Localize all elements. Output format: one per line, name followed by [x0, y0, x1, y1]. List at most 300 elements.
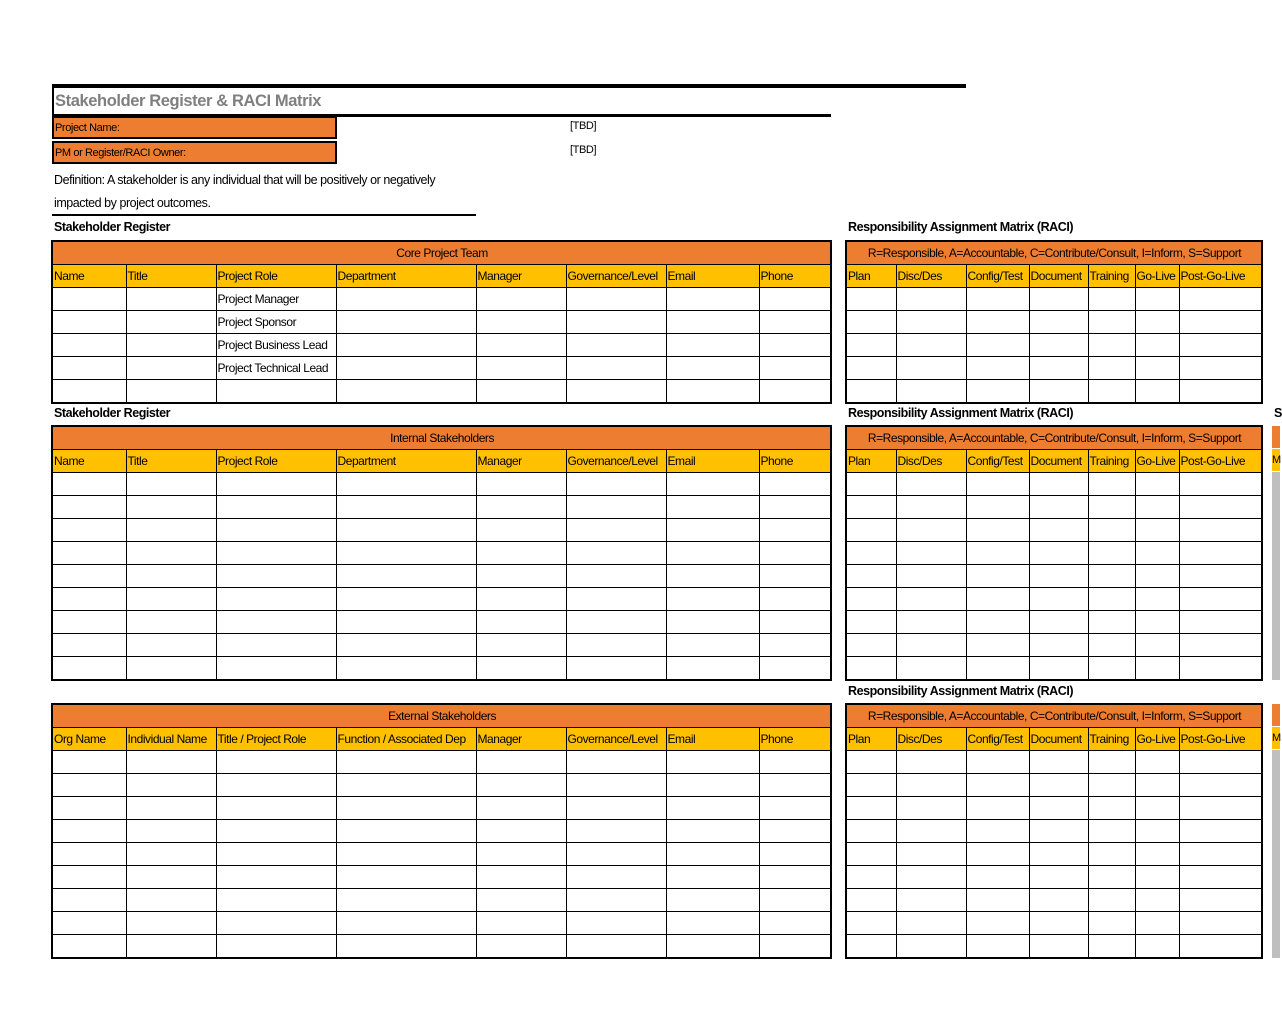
raci-cell[interactable] — [1179, 588, 1262, 611]
external-cell[interactable] — [476, 820, 566, 843]
raci-cell[interactable] — [1135, 542, 1179, 565]
external-cell[interactable] — [759, 866, 831, 889]
external-cell[interactable] — [52, 797, 126, 820]
core-cell[interactable] — [216, 380, 336, 404]
raci-cell[interactable] — [1135, 357, 1179, 380]
raci-cell[interactable] — [1135, 473, 1179, 496]
external-cell[interactable] — [566, 889, 666, 912]
external-cell[interactable] — [759, 751, 831, 774]
external-cell[interactable] — [476, 797, 566, 820]
core-cell[interactable] — [336, 311, 476, 334]
raci-cell[interactable] — [1179, 565, 1262, 588]
internal-cell[interactable] — [566, 588, 666, 611]
external-cell[interactable] — [216, 774, 336, 797]
raci-cell[interactable] — [846, 288, 896, 311]
raci-cell[interactable] — [966, 565, 1029, 588]
raci-cell[interactable] — [966, 797, 1029, 820]
core-cell[interactable] — [126, 311, 216, 334]
internal-cell[interactable] — [336, 519, 476, 542]
raci-cell[interactable] — [1179, 380, 1262, 404]
internal-cell[interactable] — [52, 519, 126, 542]
core-cell[interactable] — [759, 311, 831, 334]
raci-cell[interactable] — [966, 912, 1029, 935]
raci-cell[interactable] — [1029, 774, 1088, 797]
raci-cell[interactable] — [1029, 588, 1088, 611]
core-cell[interactable] — [52, 357, 126, 380]
internal-cell[interactable] — [52, 634, 126, 657]
external-cell[interactable] — [476, 843, 566, 866]
raci-cell[interactable] — [846, 820, 896, 843]
raci-cell[interactable] — [846, 611, 896, 634]
raci-cell[interactable] — [1029, 357, 1088, 380]
internal-cell[interactable] — [666, 611, 759, 634]
core-cell[interactable] — [126, 334, 216, 357]
internal-cell[interactable] — [216, 542, 336, 565]
internal-cell[interactable] — [566, 657, 666, 681]
raci-cell[interactable] — [1088, 473, 1135, 496]
raci-cell[interactable] — [1179, 657, 1262, 681]
raci-cell[interactable] — [1135, 657, 1179, 681]
external-cell[interactable] — [759, 843, 831, 866]
internal-cell[interactable] — [216, 565, 336, 588]
raci-cell[interactable] — [966, 311, 1029, 334]
raci-cell[interactable] — [966, 288, 1029, 311]
external-cell[interactable] — [126, 866, 216, 889]
core-cell[interactable] — [566, 311, 666, 334]
core-cell[interactable] — [666, 311, 759, 334]
external-cell[interactable] — [216, 797, 336, 820]
internal-cell[interactable] — [126, 542, 216, 565]
raci-cell[interactable] — [846, 542, 896, 565]
raci-cell[interactable] — [1029, 866, 1088, 889]
external-cell[interactable] — [566, 935, 666, 959]
raci-cell[interactable] — [1135, 611, 1179, 634]
internal-cell[interactable] — [216, 473, 336, 496]
raci-cell[interactable] — [1179, 496, 1262, 519]
external-cell[interactable] — [666, 843, 759, 866]
raci-cell[interactable] — [1029, 912, 1088, 935]
raci-cell[interactable] — [1179, 912, 1262, 935]
external-cell[interactable] — [476, 889, 566, 912]
core-cell[interactable] — [476, 288, 566, 311]
core-cell[interactable]: Project Technical Lead — [216, 357, 336, 380]
external-cell[interactable] — [666, 912, 759, 935]
raci-cell[interactable] — [896, 634, 966, 657]
internal-cell[interactable] — [566, 473, 666, 496]
external-cell[interactable] — [566, 843, 666, 866]
internal-cell[interactable] — [759, 634, 831, 657]
internal-cell[interactable] — [759, 657, 831, 681]
raci-cell[interactable] — [966, 657, 1029, 681]
external-cell[interactable] — [566, 820, 666, 843]
raci-cell[interactable] — [896, 912, 966, 935]
internal-cell[interactable] — [759, 565, 831, 588]
external-cell[interactable] — [476, 935, 566, 959]
raci-cell[interactable] — [1029, 657, 1088, 681]
core-cell[interactable] — [566, 334, 666, 357]
internal-cell[interactable] — [666, 657, 759, 681]
raci-cell[interactable] — [1135, 751, 1179, 774]
core-cell[interactable] — [336, 380, 476, 404]
raci-cell[interactable] — [896, 751, 966, 774]
internal-cell[interactable] — [336, 588, 476, 611]
core-cell[interactable] — [336, 357, 476, 380]
raci-cell[interactable] — [1135, 843, 1179, 866]
raci-cell[interactable] — [1088, 519, 1135, 542]
raci-cell[interactable] — [966, 889, 1029, 912]
raci-cell[interactable] — [1179, 473, 1262, 496]
owner-value[interactable]: [TBD] — [570, 144, 597, 156]
raci-cell[interactable] — [1135, 912, 1179, 935]
external-cell[interactable] — [566, 797, 666, 820]
raci-cell[interactable] — [1179, 820, 1262, 843]
internal-cell[interactable] — [336, 634, 476, 657]
raci-cell[interactable] — [966, 820, 1029, 843]
raci-cell[interactable] — [966, 935, 1029, 959]
external-cell[interactable] — [126, 797, 216, 820]
raci-cell[interactable] — [1179, 311, 1262, 334]
raci-cell[interactable] — [1088, 565, 1135, 588]
internal-cell[interactable] — [336, 565, 476, 588]
raci-cell[interactable] — [896, 657, 966, 681]
raci-cell[interactable] — [1088, 797, 1135, 820]
raci-cell[interactable] — [1135, 288, 1179, 311]
internal-cell[interactable] — [126, 634, 216, 657]
core-cell[interactable] — [52, 311, 126, 334]
raci-cell[interactable] — [1088, 657, 1135, 681]
core-cell[interactable]: Project Business Lead — [216, 334, 336, 357]
internal-cell[interactable] — [566, 565, 666, 588]
external-cell[interactable] — [336, 912, 476, 935]
raci-cell[interactable] — [1029, 311, 1088, 334]
raci-cell[interactable] — [896, 542, 966, 565]
raci-cell[interactable] — [846, 334, 896, 357]
external-cell[interactable] — [566, 751, 666, 774]
internal-cell[interactable] — [52, 496, 126, 519]
internal-cell[interactable] — [666, 588, 759, 611]
internal-cell[interactable] — [52, 542, 126, 565]
raci-cell[interactable] — [1179, 935, 1262, 959]
raci-cell[interactable] — [1179, 797, 1262, 820]
internal-cell[interactable] — [566, 496, 666, 519]
raci-cell[interactable] — [1135, 334, 1179, 357]
external-cell[interactable] — [52, 935, 126, 959]
external-cell[interactable] — [759, 774, 831, 797]
internal-cell[interactable] — [666, 496, 759, 519]
external-cell[interactable] — [126, 889, 216, 912]
raci-cell[interactable] — [966, 751, 1029, 774]
raci-cell[interactable] — [846, 843, 896, 866]
internal-cell[interactable] — [566, 611, 666, 634]
raci-cell[interactable] — [1088, 380, 1135, 404]
raci-cell[interactable] — [966, 519, 1029, 542]
core-cell[interactable] — [566, 380, 666, 404]
raci-cell[interactable] — [1179, 542, 1262, 565]
raci-cell[interactable] — [1179, 288, 1262, 311]
raci-cell[interactable] — [1088, 634, 1135, 657]
core-cell[interactable] — [666, 357, 759, 380]
raci-cell[interactable] — [896, 843, 966, 866]
raci-cell[interactable] — [1088, 889, 1135, 912]
internal-cell[interactable] — [216, 657, 336, 681]
internal-cell[interactable] — [476, 611, 566, 634]
internal-cell[interactable] — [566, 519, 666, 542]
raci-cell[interactable] — [896, 288, 966, 311]
raci-cell[interactable] — [896, 889, 966, 912]
raci-cell[interactable] — [1135, 820, 1179, 843]
raci-cell[interactable] — [846, 565, 896, 588]
raci-cell[interactable] — [1179, 774, 1262, 797]
raci-cell[interactable] — [1135, 797, 1179, 820]
external-cell[interactable] — [666, 751, 759, 774]
raci-cell[interactable] — [1179, 751, 1262, 774]
external-cell[interactable] — [336, 820, 476, 843]
external-cell[interactable] — [566, 866, 666, 889]
core-cell[interactable] — [336, 288, 476, 311]
internal-cell[interactable] — [666, 473, 759, 496]
raci-cell[interactable] — [846, 751, 896, 774]
raci-cell[interactable] — [1135, 496, 1179, 519]
internal-cell[interactable] — [759, 519, 831, 542]
raci-cell[interactable] — [896, 357, 966, 380]
external-cell[interactable] — [759, 797, 831, 820]
internal-cell[interactable] — [476, 496, 566, 519]
external-cell[interactable] — [52, 751, 126, 774]
internal-cell[interactable] — [666, 519, 759, 542]
core-cell[interactable] — [566, 288, 666, 311]
external-cell[interactable] — [666, 774, 759, 797]
internal-cell[interactable] — [126, 565, 216, 588]
raci-cell[interactable] — [896, 496, 966, 519]
raci-cell[interactable] — [1029, 496, 1088, 519]
internal-cell[interactable] — [336, 496, 476, 519]
external-cell[interactable] — [566, 912, 666, 935]
raci-cell[interactable] — [896, 611, 966, 634]
core-cell[interactable] — [759, 288, 831, 311]
core-cell[interactable]: Project Sponsor — [216, 311, 336, 334]
internal-cell[interactable] — [52, 611, 126, 634]
raci-cell[interactable] — [846, 912, 896, 935]
raci-cell[interactable] — [896, 334, 966, 357]
core-cell[interactable] — [126, 380, 216, 404]
core-cell[interactable] — [336, 334, 476, 357]
raci-cell[interactable] — [1135, 519, 1179, 542]
internal-cell[interactable] — [759, 611, 831, 634]
raci-cell[interactable] — [1179, 611, 1262, 634]
raci-cell[interactable] — [1088, 496, 1135, 519]
raci-cell[interactable] — [1029, 334, 1088, 357]
internal-cell[interactable] — [216, 634, 336, 657]
raci-cell[interactable] — [1088, 334, 1135, 357]
external-cell[interactable] — [666, 820, 759, 843]
raci-cell[interactable] — [1088, 935, 1135, 959]
internal-cell[interactable] — [336, 657, 476, 681]
raci-cell[interactable] — [1179, 357, 1262, 380]
raci-cell[interactable] — [966, 334, 1029, 357]
raci-cell[interactable] — [846, 311, 896, 334]
project-name-value[interactable]: [TBD] — [570, 120, 597, 132]
internal-cell[interactable] — [566, 542, 666, 565]
raci-cell[interactable] — [1135, 380, 1179, 404]
external-cell[interactable] — [666, 935, 759, 959]
raci-cell[interactable] — [896, 588, 966, 611]
raci-cell[interactable] — [1029, 611, 1088, 634]
raci-cell[interactable] — [966, 634, 1029, 657]
internal-cell[interactable] — [666, 565, 759, 588]
internal-cell[interactable] — [216, 519, 336, 542]
external-cell[interactable] — [216, 751, 336, 774]
external-cell[interactable] — [126, 912, 216, 935]
raci-cell[interactable] — [1088, 774, 1135, 797]
raci-cell[interactable] — [1029, 542, 1088, 565]
core-cell[interactable] — [666, 380, 759, 404]
external-cell[interactable] — [52, 843, 126, 866]
raci-cell[interactable] — [1029, 889, 1088, 912]
internal-cell[interactable] — [52, 588, 126, 611]
internal-cell[interactable] — [216, 588, 336, 611]
external-cell[interactable] — [216, 866, 336, 889]
internal-cell[interactable] — [566, 634, 666, 657]
core-cell[interactable] — [52, 334, 126, 357]
raci-cell[interactable] — [1029, 565, 1088, 588]
core-cell[interactable]: Project Manager — [216, 288, 336, 311]
raci-cell[interactable] — [846, 380, 896, 404]
raci-cell[interactable] — [846, 473, 896, 496]
raci-cell[interactable] — [896, 935, 966, 959]
raci-cell[interactable] — [1029, 519, 1088, 542]
internal-cell[interactable] — [759, 473, 831, 496]
external-cell[interactable] — [52, 889, 126, 912]
internal-cell[interactable] — [759, 496, 831, 519]
raci-cell[interactable] — [1088, 912, 1135, 935]
external-cell[interactable] — [759, 935, 831, 959]
raci-cell[interactable] — [846, 889, 896, 912]
raci-cell[interactable] — [896, 866, 966, 889]
internal-cell[interactable] — [52, 473, 126, 496]
external-cell[interactable] — [336, 935, 476, 959]
raci-cell[interactable] — [1179, 843, 1262, 866]
raci-cell[interactable] — [1179, 634, 1262, 657]
raci-cell[interactable] — [1135, 889, 1179, 912]
raci-cell[interactable] — [1088, 843, 1135, 866]
raci-cell[interactable] — [966, 496, 1029, 519]
raci-cell[interactable] — [1088, 611, 1135, 634]
raci-cell[interactable] — [896, 519, 966, 542]
raci-cell[interactable] — [896, 797, 966, 820]
core-cell[interactable] — [476, 311, 566, 334]
raci-cell[interactable] — [846, 357, 896, 380]
raci-cell[interactable] — [1088, 542, 1135, 565]
external-cell[interactable] — [52, 774, 126, 797]
core-cell[interactable] — [476, 357, 566, 380]
internal-cell[interactable] — [336, 473, 476, 496]
raci-cell[interactable] — [966, 611, 1029, 634]
core-cell[interactable] — [666, 334, 759, 357]
raci-cell[interactable] — [966, 473, 1029, 496]
external-cell[interactable] — [759, 912, 831, 935]
raci-cell[interactable] — [1135, 935, 1179, 959]
internal-cell[interactable] — [476, 588, 566, 611]
external-cell[interactable] — [666, 889, 759, 912]
raci-cell[interactable] — [1179, 519, 1262, 542]
raci-cell[interactable] — [1088, 866, 1135, 889]
raci-cell[interactable] — [846, 588, 896, 611]
raci-cell[interactable] — [966, 380, 1029, 404]
raci-cell[interactable] — [1135, 634, 1179, 657]
raci-cell[interactable] — [846, 657, 896, 681]
external-cell[interactable] — [216, 935, 336, 959]
external-cell[interactable] — [336, 797, 476, 820]
internal-cell[interactable] — [759, 542, 831, 565]
raci-cell[interactable] — [896, 820, 966, 843]
internal-cell[interactable] — [336, 542, 476, 565]
internal-cell[interactable] — [126, 657, 216, 681]
core-cell[interactable] — [759, 380, 831, 404]
internal-cell[interactable] — [126, 588, 216, 611]
raci-cell[interactable] — [1029, 380, 1088, 404]
raci-cell[interactable] — [1029, 634, 1088, 657]
internal-cell[interactable] — [666, 542, 759, 565]
external-cell[interactable] — [476, 774, 566, 797]
external-cell[interactable] — [336, 889, 476, 912]
external-cell[interactable] — [216, 843, 336, 866]
core-cell[interactable] — [126, 288, 216, 311]
external-cell[interactable] — [52, 912, 126, 935]
raci-cell[interactable] — [1088, 311, 1135, 334]
raci-cell[interactable] — [1179, 334, 1262, 357]
internal-cell[interactable] — [126, 611, 216, 634]
raci-cell[interactable] — [846, 797, 896, 820]
raci-cell[interactable] — [896, 380, 966, 404]
external-cell[interactable] — [476, 866, 566, 889]
internal-cell[interactable] — [336, 611, 476, 634]
external-cell[interactable] — [216, 912, 336, 935]
raci-cell[interactable] — [966, 866, 1029, 889]
raci-cell[interactable] — [1135, 565, 1179, 588]
raci-cell[interactable] — [966, 542, 1029, 565]
raci-cell[interactable] — [846, 935, 896, 959]
core-cell[interactable] — [759, 334, 831, 357]
raci-cell[interactable] — [1088, 820, 1135, 843]
external-cell[interactable] — [759, 889, 831, 912]
raci-cell[interactable] — [1029, 935, 1088, 959]
raci-cell[interactable] — [846, 496, 896, 519]
internal-cell[interactable] — [476, 657, 566, 681]
raci-cell[interactable] — [1029, 797, 1088, 820]
raci-cell[interactable] — [966, 774, 1029, 797]
raci-cell[interactable] — [1179, 889, 1262, 912]
internal-cell[interactable] — [126, 519, 216, 542]
internal-cell[interactable] — [759, 588, 831, 611]
internal-cell[interactable] — [126, 496, 216, 519]
raci-cell[interactable] — [1029, 843, 1088, 866]
raci-cell[interactable] — [896, 565, 966, 588]
raci-cell[interactable] — [1029, 820, 1088, 843]
raci-cell[interactable] — [1029, 288, 1088, 311]
external-cell[interactable] — [126, 843, 216, 866]
core-cell[interactable] — [52, 288, 126, 311]
raci-cell[interactable] — [966, 357, 1029, 380]
external-cell[interactable] — [336, 843, 476, 866]
raci-cell[interactable] — [896, 473, 966, 496]
internal-cell[interactable] — [216, 496, 336, 519]
external-cell[interactable] — [566, 774, 666, 797]
external-cell[interactable] — [666, 866, 759, 889]
core-cell[interactable] — [666, 288, 759, 311]
internal-cell[interactable] — [126, 473, 216, 496]
external-cell[interactable] — [126, 774, 216, 797]
internal-cell[interactable] — [52, 565, 126, 588]
